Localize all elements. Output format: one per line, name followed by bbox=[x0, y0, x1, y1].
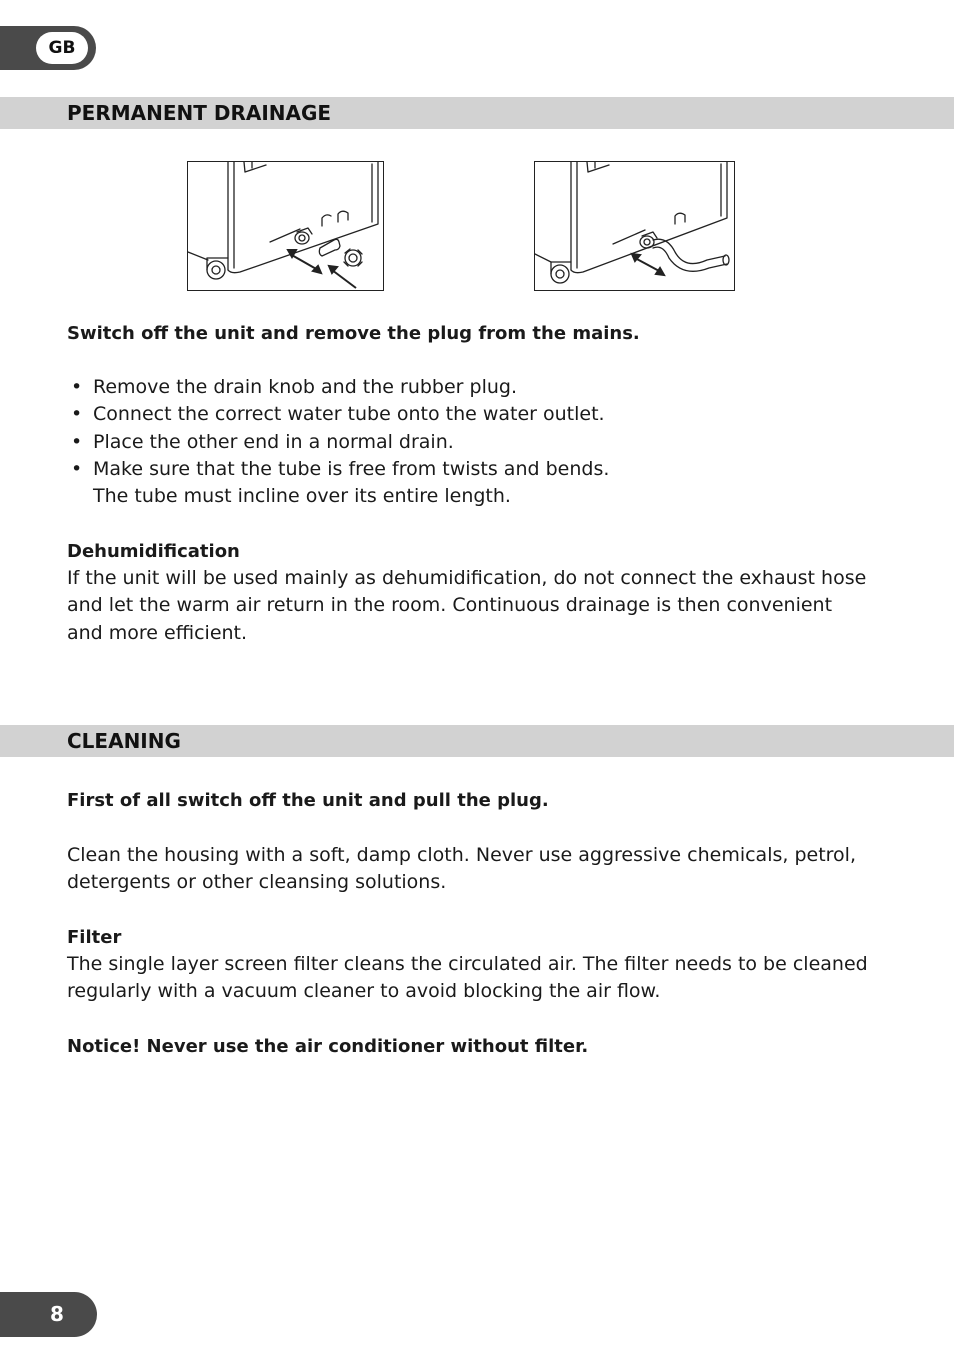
paragraph-line: Clean the housing with a soft, damp cloth. Never use aggressive chemicals, petrol, bbox=[67, 844, 856, 866]
dehumidification-heading: Dehumidification bbox=[67, 541, 240, 562]
list-item bbox=[67, 429, 609, 456]
page-number-tab bbox=[0, 1292, 97, 1337]
drainage-steps-list bbox=[67, 374, 609, 510]
section-header-permanent-drainage bbox=[0, 97, 954, 129]
list-item bbox=[67, 456, 609, 483]
dehumidification-paragraph bbox=[67, 565, 866, 647]
bullet-icon: • bbox=[71, 403, 83, 426]
paragraph-line: and let the warm air return in the room. Continuous drainage is then convenient bbox=[67, 594, 833, 617]
paragraph-line: and more efficient. bbox=[67, 621, 248, 644]
language-tab bbox=[0, 26, 96, 70]
paragraph-line: The single layer screen filter cleans the circulated air. The filter needs to be cleaned bbox=[67, 953, 868, 975]
list-item-continuation bbox=[67, 483, 609, 510]
paragraph-line: regularly with a vacuum cleaner to avoid blocking the air flow. bbox=[67, 980, 661, 1003]
list-item-text: The tube must incline over its entire length. bbox=[93, 485, 511, 508]
section-header-cleaning bbox=[0, 725, 954, 757]
list-item-text: Make sure that the tube is free from twists and bends. bbox=[93, 457, 610, 480]
list-item-text: Remove the drain knob and the rubber plug. bbox=[93, 376, 518, 398]
housing-paragraph bbox=[67, 842, 856, 897]
drainage-warning: Switch off the unit and remove the plug from the mains. bbox=[67, 323, 640, 344]
section-title: CLEANING bbox=[67, 729, 181, 753]
page-number: 8 bbox=[50, 1302, 64, 1326]
figure-remove-drain-knob bbox=[187, 161, 384, 291]
list-item bbox=[67, 374, 609, 401]
bullet-icon: • bbox=[71, 376, 83, 398]
filter-paragraph bbox=[67, 951, 868, 1006]
figure-connect-water-tube bbox=[534, 161, 735, 291]
section-title: PERMANENT DRAINAGE bbox=[67, 101, 332, 125]
paragraph-line: detergents or other cleansing solutions. bbox=[67, 871, 447, 894]
list-item-text: Place the other end in a normal drain. bbox=[93, 430, 454, 453]
paragraph-line: If the unit will be used mainly as dehumidification, do not connect the exhaust hose bbox=[67, 567, 867, 589]
list-item bbox=[67, 401, 609, 428]
filter-notice: Notice! Never use the air conditioner without filter. bbox=[67, 1036, 589, 1057]
list-item-text: Connect the correct water tube onto the water outlet. bbox=[93, 403, 605, 426]
bullet-icon: • bbox=[71, 430, 83, 453]
filter-heading: Filter bbox=[67, 927, 122, 948]
language-badge: GB bbox=[36, 32, 88, 64]
cleaning-warning: First of all switch off the unit and pull the plug. bbox=[67, 790, 549, 811]
bullet-icon: • bbox=[71, 457, 83, 480]
